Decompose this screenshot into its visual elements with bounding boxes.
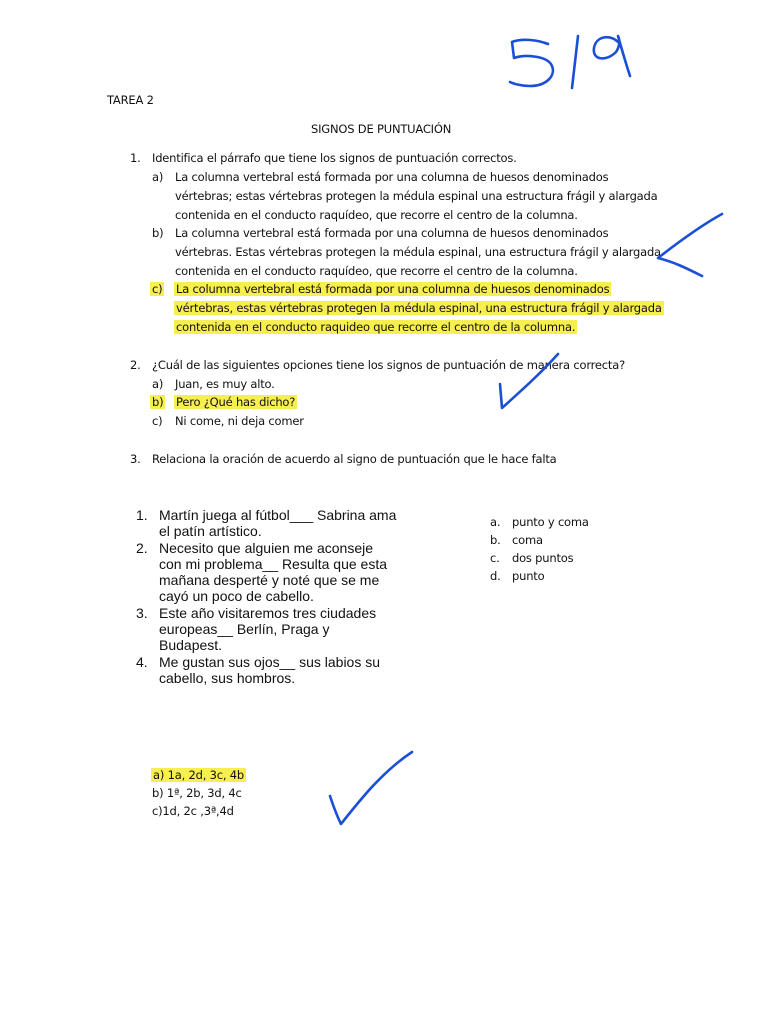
q3-answer-b-letter: b) <box>152 786 164 800</box>
grade-digit-9-stroke <box>594 36 630 76</box>
q3-sentence-3-line: europeas__ Berlín, Praga y <box>159 621 330 637</box>
q3-number: 3. <box>130 452 141 466</box>
q3-sentence-2-number: 2. <box>136 540 148 556</box>
q1-option-b-letter: b) <box>152 226 164 240</box>
q3-sign-a-letter: a. <box>490 515 501 529</box>
q3-sign-c-text: dos puntos <box>512 551 574 565</box>
q3-sentence-2-line: mañana desperté y noté que se me <box>159 572 380 588</box>
q1-option-c-line: contenida en el conducto raquideo que recorre el centro de la columna. <box>176 320 576 334</box>
q3-answer-b <box>152 786 242 800</box>
q3-answer-b-text: 1ª, 2b, 3d, 4c <box>166 786 242 800</box>
q3-answer-c <box>152 804 234 818</box>
q1-text: Identifica el párrafo que tiene los signos de puntuación correctos. <box>152 151 517 165</box>
q1-option-c-line: vértebras, estas vértebras protegen la médula espinal, una estructura frágil y alargada <box>176 301 662 315</box>
assignment-label: TAREA 2 <box>107 93 154 107</box>
q3-text: Relaciona la oración de acuerdo al signo de puntuación que le hace falta <box>152 452 557 466</box>
q3-sign-a-text: punto y coma <box>512 515 589 529</box>
q3-sentence-2-line: cayó un poco de cabello. <box>159 588 314 604</box>
q1-option-b-line: contenida en el conducto raquídeo, que recorre el centro de la columna. <box>175 264 578 278</box>
q3-sentence-1-number: 1. <box>136 507 148 523</box>
q1-option-c-letter: c) <box>152 282 163 296</box>
q2-option-c-letter: c) <box>152 414 163 428</box>
q2-option-a-letter: a) <box>152 377 164 391</box>
q1-option-b-line: vértebras. Estas vértebras protegen la médula espinal, una estructura frágil y alargada <box>175 245 661 259</box>
q3-sign-c-letter: c. <box>490 551 500 565</box>
q2-option-a-text: Juan, es muy alto. <box>175 377 275 391</box>
q3-sentence-1-line: Martín juega al fútbol___ Sabrina ama <box>159 507 397 523</box>
q3-sentence-3-number: 3. <box>136 605 148 621</box>
q3-sentence-4-line: cabello, sus hombros. <box>159 670 296 686</box>
q2-text: ¿Cuál de las siguientes opciones tiene los signos de puntuación de manera correcta? <box>152 358 625 372</box>
q2-option-b-text: Pero ¿Qué has dicho? <box>176 395 296 409</box>
q3-sentence-3-line: Budapest. <box>159 637 223 653</box>
grade-5-9-handwritten <box>510 36 630 88</box>
q3-answer-a-text: 1a, 2d, 3c, 4b <box>167 768 244 782</box>
grade-slash-stroke <box>572 36 578 88</box>
q1-option-b-line: La columna vertebral está formada por una columna de huesos denominados <box>175 226 609 240</box>
q3-sentence-3-line: Este año visitaremos tres ciudades <box>159 605 377 621</box>
grade-digit-5-stroke <box>510 40 553 86</box>
q2-option-b-letter: b) <box>152 395 164 409</box>
q1-option-a-line: La columna vertebral está formada por una columna de huesos denominados <box>175 170 609 184</box>
q3-sign-b-text: coma <box>512 533 543 547</box>
q1-option-a-letter: a) <box>152 170 164 184</box>
cross-mark-icon <box>658 214 722 276</box>
q3-sentence-2-line: con mi problema__ Resulta que esta <box>159 556 388 572</box>
q1-option-c-line: La columna vertebral está formada por una columna de huesos denominados <box>176 282 610 296</box>
checkmark-icon <box>330 752 412 824</box>
q3-sign-d-letter: d. <box>490 569 501 583</box>
q3-sign-b-letter: b. <box>490 533 501 547</box>
page-title: SIGNOS DE PUNTUACIÓN <box>311 122 452 136</box>
q3-sign-d-text: punto <box>512 569 545 583</box>
q3-answer-a-letter: a) <box>153 768 165 782</box>
q1-option-a-line: vértebras; estas vértebras protegen la médula espinal una estructura frágil y alargada <box>175 189 658 203</box>
q2-option-c-text: Ni come, ni deja comer <box>175 414 304 428</box>
q2-number: 2. <box>130 358 141 372</box>
q1-option-a-line: contenida en el conducto raquídeo, que recorre el centro de la columna. <box>175 208 578 222</box>
q3-answer-c-letter: c) <box>152 804 163 818</box>
q3-answer-c-text: 1d, 2c ,3ª,4d <box>162 804 234 818</box>
q3-sentence-1-line: el patín artístico. <box>159 523 262 539</box>
q3-sentence-4-line: Me gustan sus ojos__ sus labios su <box>159 654 381 670</box>
q3-sentence-2-line: Necesito que alguien me aconseje <box>159 540 374 556</box>
q1-number: 1. <box>130 151 141 165</box>
q3-answer-a <box>151 768 246 782</box>
q3-sentence-4-number: 4. <box>136 654 148 670</box>
